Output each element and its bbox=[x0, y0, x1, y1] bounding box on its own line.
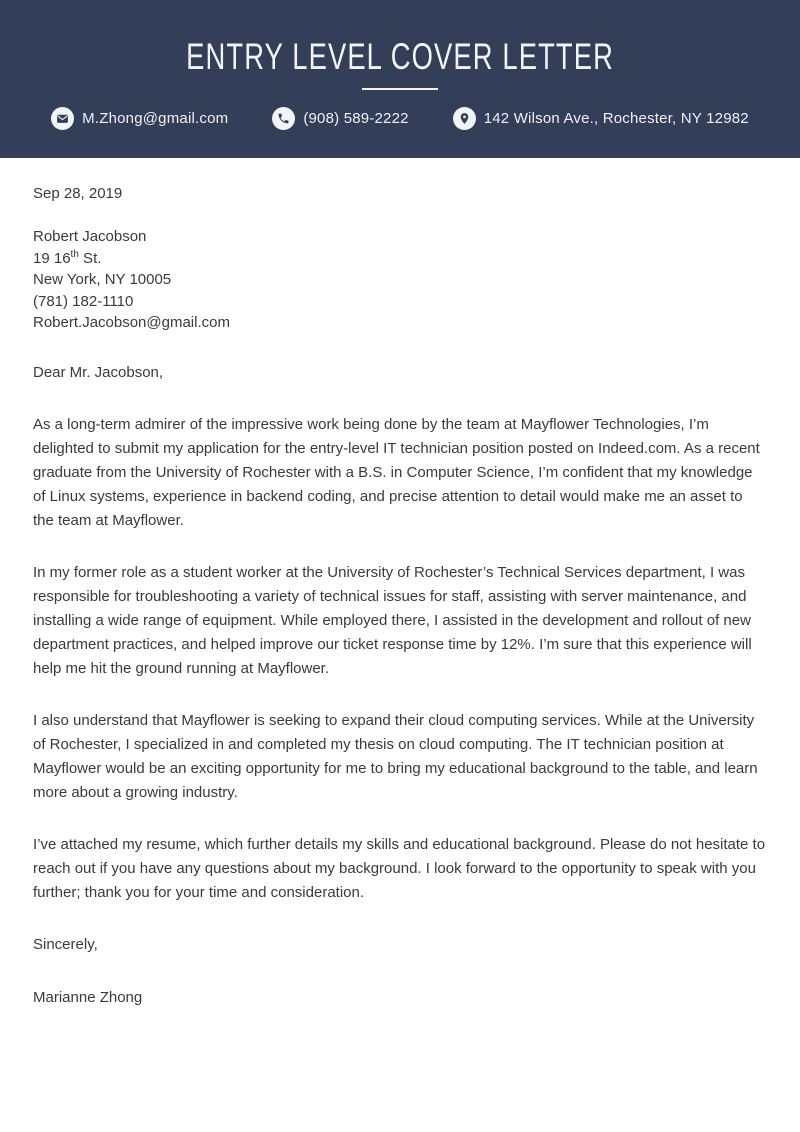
letter-body bbox=[0, 158, 800, 1010]
recipient-block bbox=[33, 226, 767, 334]
contact-phone bbox=[272, 107, 408, 130]
letter-date: Sep 28, 2019 bbox=[33, 185, 123, 202]
recipient-email: Robert.Jacobson@gmail.com bbox=[33, 314, 230, 331]
letter-paragraph-3: I also understand that Mayflower is seeking to expand their cloud computing services. While at the University of Rochester, I specialized in and completed my thesis on cloud computing. The IT technician position at Mayflower would be an exciting opportunity for me to bring my educational background to the table, and learn more about a growing industry. bbox=[33, 711, 758, 801]
contact-address-text: 142 Wilson Ave., Rochester, NY 12982 bbox=[483, 110, 749, 127]
recipient-street bbox=[33, 248, 767, 270]
salutation: Dear Mr. Jacobson, bbox=[33, 363, 164, 381]
header-banner bbox=[0, 0, 800, 158]
recipient-name: Robert Jacobson bbox=[33, 228, 147, 245]
recipient-city: New York, NY 10005 bbox=[33, 271, 172, 288]
title-divider bbox=[362, 88, 438, 90]
location-pin-icon bbox=[453, 107, 476, 130]
contact-phone-text: (908) 589-2222 bbox=[303, 110, 409, 127]
letter-paragraph-1: As a long-term admirer of the impressive work being done by the team at Mayflower Technologies, I’m delighted to submit my application for the entry-level IT technician position posted on Indeed.com. As a recent graduate from the University of Rochester with a B.S. in Computer Science, I’m confident that my knowledge of Linux systems, experience in backend coding, and precise attention to detail would make me an asset to the team at Mayflower. bbox=[33, 415, 760, 529]
page-title: ENTRY LEVEL COVER LETTER bbox=[186, 36, 614, 77]
phone-icon bbox=[272, 107, 295, 130]
contact-address bbox=[453, 107, 749, 130]
contact-row bbox=[0, 107, 800, 130]
letter-paragraph-2: In my former role as a student worker at the University of Rochester’s Technical Services department, I was responsible for troubleshooting a variety of technical issues for staff, assisting with server maintenance, and installing a wide range of equipment. While employed there, I assisted in the development and rollout of new department practices, and helped improve our ticket response time by 12%. I’m sure that this experience will help me hit the ground running at Mayflower. bbox=[33, 563, 752, 677]
letter-paragraph-4: I’ve attached my resume, which further details my skills and educational background. Please do not hesitate to reach out if you have any questions about my background. I look forward to the opportunity to speak with you further; thank you for your time and consideration. bbox=[33, 835, 766, 901]
closing: Sincerely, bbox=[33, 935, 98, 953]
envelope-icon bbox=[51, 107, 74, 130]
recipient-street-number: 19 16 bbox=[33, 249, 71, 267]
contact-email bbox=[51, 107, 228, 130]
recipient-street-suffix: St. bbox=[78, 249, 102, 267]
recipient-street-ordinal: th bbox=[70, 248, 79, 260]
recipient-phone: (781) 182-1110 bbox=[33, 292, 134, 310]
contact-email-text: M.Zhong@gmail.com bbox=[82, 110, 229, 127]
signature-name: Marianne Zhong bbox=[33, 988, 143, 1006]
